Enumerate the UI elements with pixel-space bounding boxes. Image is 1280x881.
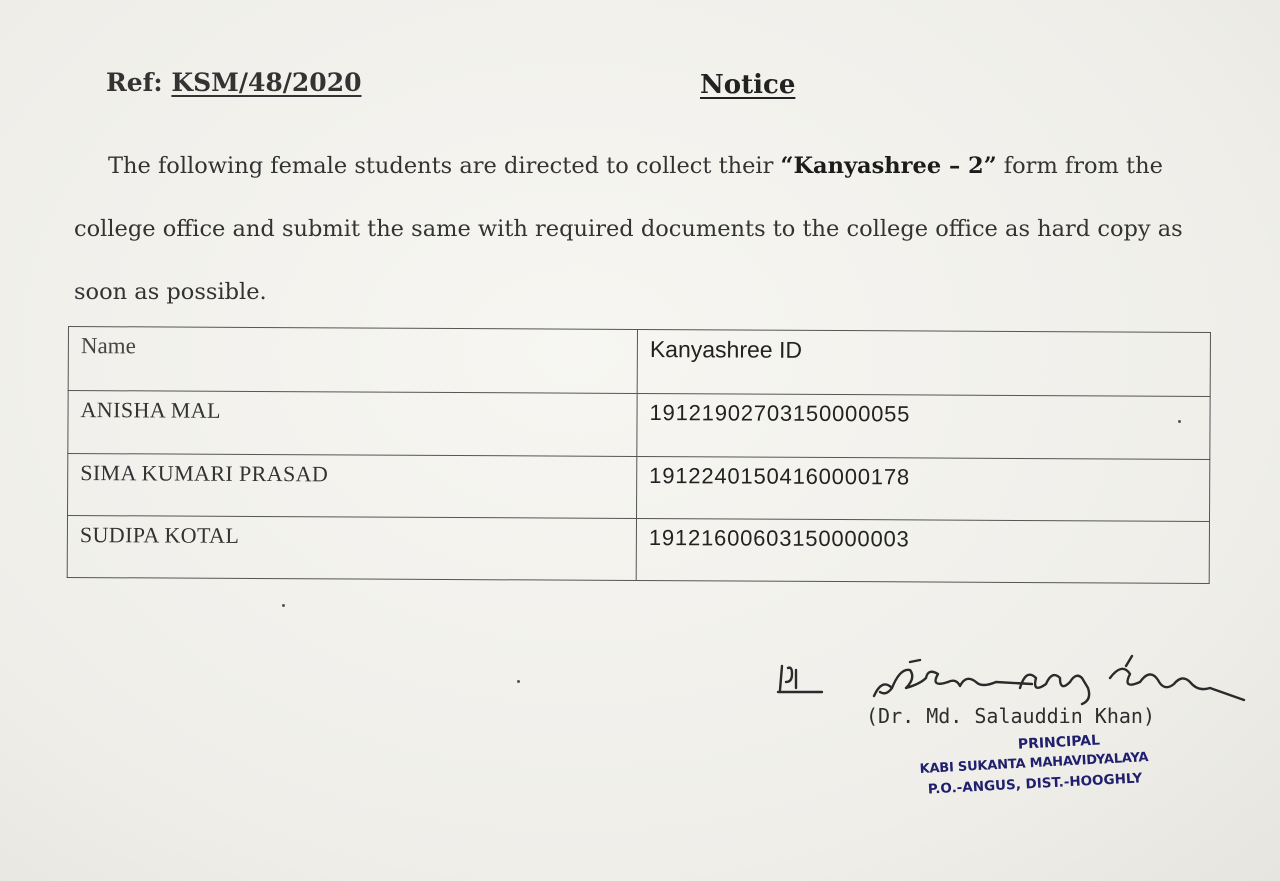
stamp-designation: PRINCIPAL [1017, 732, 1101, 753]
student-name: SUDIPA KOTAL [67, 515, 636, 580]
header-name: Name [68, 327, 637, 394]
stamp-institution: KABI SUKANTA MAHAVIDYALAYA [919, 750, 1149, 777]
notice-title: Notice [700, 70, 796, 100]
student-name: ANISHA MAL [68, 391, 637, 456]
students-table [67, 326, 1211, 584]
speck [282, 604, 285, 607]
table-row [67, 515, 1209, 583]
student-name: SIMA KUMARI PRASAD [68, 453, 637, 518]
stamp-address: P.O.-ANGUS, DIST.-HOOGHLY [927, 770, 1143, 798]
header-kanyashree-id: Kanyashree ID [637, 329, 1210, 396]
ref-label: Ref: [106, 68, 163, 97]
kanyashree-id: 19121902703150000055 [637, 394, 1210, 459]
signatory-name: (Dr. Md. Salauddin Khan) [866, 704, 1155, 728]
ref-number: KSM/48/2020 [171, 68, 362, 97]
paragraph-text-start: The following female students are directed to collect their [108, 153, 781, 179]
speck [1178, 420, 1181, 423]
scheme-name: “Kanyashree – 2” [780, 153, 997, 179]
paragraph-text-end: form from the college office and submit the same with required documents to the college office as hard copy as soon as possible. [74, 153, 1183, 305]
table-row [68, 453, 1210, 521]
kanyashree-id: 19121600603150000003 [636, 518, 1209, 583]
kanyashree-id: 19122401504160000178 [637, 456, 1210, 521]
speck [517, 680, 520, 683]
notice-paragraph [74, 135, 1214, 324]
reference [106, 68, 361, 97]
table-header-row [68, 327, 1210, 397]
table-row [68, 391, 1210, 459]
